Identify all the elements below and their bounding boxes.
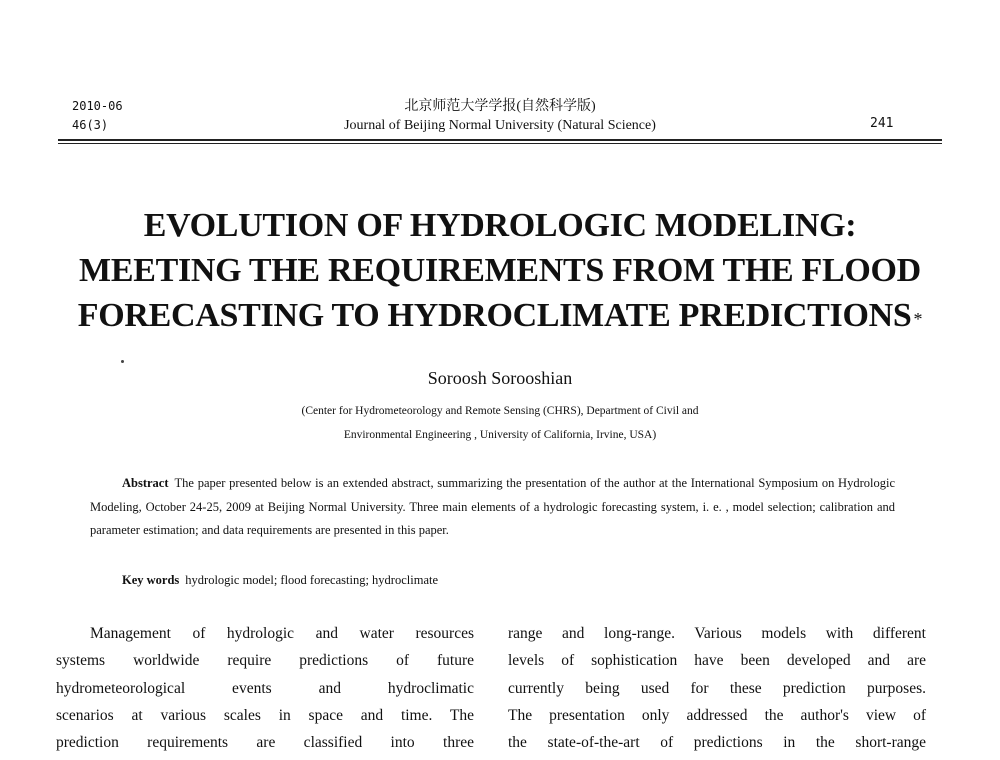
keywords-label: Key words [122,573,180,587]
keywords [122,573,438,588]
journal-name-english: Journal of Beijing Normal University (Natural Science) [344,118,656,133]
issue-volume: 46(3) [72,118,109,132]
stray-mark [121,360,124,363]
author-affiliation [150,399,850,447]
affiliation-line: Environmental Engineering , University of California, Irvine, USA) [343,429,657,441]
abstract-label: Abstract [122,476,169,490]
affiliation-line: (Center for Hydrometeorology and Remote Sensing (CHRS), Department of Civil and [301,405,699,417]
journal-name [250,97,750,135]
body-line: currently being used for these prediction purposes. [508,679,926,697]
page-number: 241 [870,116,894,131]
body-column-right [508,620,926,756]
body-line: prediction requirements are classified into three [56,734,474,752]
footnote-mark: * [913,309,923,329]
body-line: systems worldwide require predictions of future [56,652,474,670]
body-line: scenarios at various scales in space and time. The [56,706,474,724]
journal-name-chinese: 北京师范大学学报(自然科学版) [404,99,596,114]
header-rule-thin [58,143,942,144]
body-column-left [56,620,474,756]
title-line-text: FORECASTING TO HYDROCLIMATE PREDICTIONS [77,297,912,334]
title-line: EVOLUTION OF HYDROLOGIC MODELING: [143,207,857,244]
journal-issue-info [72,97,123,135]
title-line [40,293,960,338]
title-line: MEETING THE REQUIREMENTS FROM THE FLOOD [79,252,921,289]
body-line: hydrometeorological events and hydroclimatic [56,679,474,697]
abstract-text: The paper presented below is an extended abstract, summarizing the presentation of the author at the International Symposium on Hydrologic Modeling, October 24-25, 2009 at Beijing Normal University. Three main elements of a hydrologic forecasting system, i. e. , model selection; calibration and parameter estimation; and data requirements are presented in this paper. [90,476,895,537]
body-line: levels of sophistication have been developed and are [508,652,926,670]
paper-title [40,203,960,338]
body-line: range and long-range. Various models with different [508,625,926,642]
body-line: The presentation only addressed the author's view of [508,706,926,724]
body-line: Management of hydrologic and water resources [90,625,474,642]
header-rule-thick [58,139,942,141]
body-line: the state-of-the-art of predictions in the short-range [508,734,926,752]
keywords-text: hydrologic model; flood forecasting; hydroclimate [185,573,439,587]
author-name: Soroosh Sorooshian [427,368,573,388]
issue-date: 2010-06 [72,99,123,113]
abstract [90,472,895,543]
